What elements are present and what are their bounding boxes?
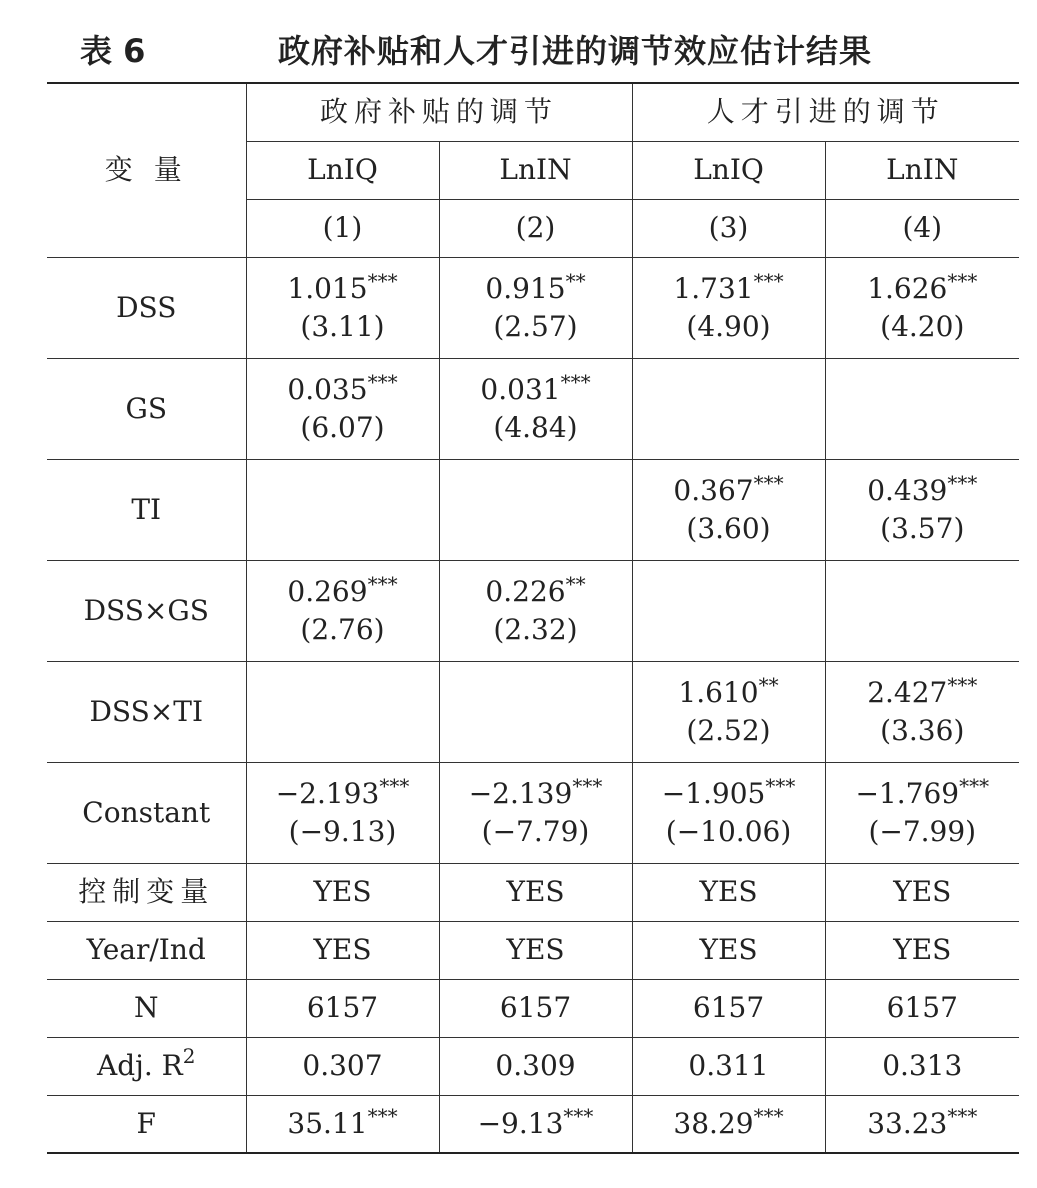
t-stat: (2.52) bbox=[686, 713, 771, 747]
coef-line bbox=[440, 773, 632, 811]
row-label: N bbox=[47, 979, 246, 1037]
column-number: (3) bbox=[632, 199, 825, 257]
dependent-var-header: LnIN bbox=[825, 141, 1019, 199]
significance-stars: *** bbox=[947, 268, 978, 293]
coef-cell bbox=[632, 560, 825, 661]
significance-stars: ** bbox=[758, 672, 779, 697]
row-label: DSS bbox=[47, 257, 246, 358]
row-label: DSS×TI bbox=[47, 661, 246, 762]
value-cell: 0.307 bbox=[246, 1037, 439, 1095]
coef-cell bbox=[246, 358, 439, 459]
value-cell bbox=[246, 1095, 439, 1153]
row-label bbox=[47, 1037, 246, 1095]
coef-cell bbox=[825, 661, 1019, 762]
significance-stars: *** bbox=[367, 1103, 398, 1128]
coef-line bbox=[826, 672, 1020, 710]
table-row bbox=[47, 257, 1019, 358]
coef-cell bbox=[825, 459, 1019, 560]
coef-line bbox=[633, 470, 825, 508]
coef-line bbox=[826, 470, 1020, 508]
coef-cell bbox=[632, 459, 825, 560]
column-number: (4) bbox=[825, 199, 1019, 257]
coef-value: −2.193 bbox=[275, 776, 380, 810]
significance-stars: *** bbox=[947, 1103, 978, 1128]
row-label: 控制变量 bbox=[47, 863, 246, 921]
coef-cell bbox=[439, 560, 632, 661]
significance-stars: ** bbox=[565, 571, 586, 596]
value-cell: 6157 bbox=[246, 979, 439, 1037]
group-header: 人才引进的调节 bbox=[632, 83, 1019, 141]
table-row bbox=[47, 762, 1019, 863]
coef-line bbox=[826, 268, 1020, 306]
t-stat: (3.60) bbox=[686, 511, 771, 545]
significance-stars: *** bbox=[753, 1103, 784, 1128]
row-label: F bbox=[47, 1095, 246, 1153]
coef-value: −1.769 bbox=[855, 776, 960, 810]
significance-stars: ** bbox=[565, 268, 586, 293]
value-cell: YES bbox=[825, 921, 1019, 979]
significance-stars: *** bbox=[367, 571, 398, 596]
value-cell: YES bbox=[246, 921, 439, 979]
coef-cell bbox=[825, 257, 1019, 358]
coef-cell bbox=[632, 661, 825, 762]
coef-value: 1.610 bbox=[678, 675, 759, 709]
value-cell: 6157 bbox=[439, 979, 632, 1037]
coef-value: −1.905 bbox=[661, 776, 766, 810]
t-stat: (−7.99) bbox=[868, 814, 977, 848]
table-row bbox=[47, 1037, 1019, 1095]
row-label: GS bbox=[47, 358, 246, 459]
table-row bbox=[47, 921, 1019, 979]
coef-cell bbox=[632, 257, 825, 358]
row-label: DSS×GS bbox=[47, 560, 246, 661]
coef-value: 0.226 bbox=[485, 574, 566, 608]
significance-stars: *** bbox=[947, 470, 978, 495]
coef-value: 1.015 bbox=[287, 271, 368, 305]
coef-cell bbox=[632, 358, 825, 459]
value-cell: YES bbox=[439, 921, 632, 979]
dependent-var-header: LnIQ bbox=[246, 141, 439, 199]
significance-stars: *** bbox=[560, 369, 591, 394]
value-cell: 0.313 bbox=[825, 1037, 1019, 1095]
significance-stars: *** bbox=[563, 1103, 594, 1128]
value-cell: YES bbox=[632, 863, 825, 921]
value-cell bbox=[632, 1095, 825, 1153]
coef-line bbox=[440, 369, 632, 407]
coef-cell bbox=[246, 661, 439, 762]
table-row bbox=[47, 863, 1019, 921]
f-value: 33.23 bbox=[867, 1106, 948, 1140]
dependent-var-header: LnIQ bbox=[632, 141, 825, 199]
t-stat: (6.07) bbox=[300, 410, 385, 444]
coef-cell bbox=[825, 560, 1019, 661]
value-cell: YES bbox=[439, 863, 632, 921]
t-stat: (2.32) bbox=[493, 612, 578, 646]
table-body bbox=[47, 83, 1019, 1153]
significance-stars: *** bbox=[367, 268, 398, 293]
value-cell: 0.309 bbox=[439, 1037, 632, 1095]
dependent-var-header: LnIN bbox=[439, 141, 632, 199]
table-row bbox=[47, 1095, 1019, 1153]
t-stat: (2.57) bbox=[493, 309, 578, 343]
table-row bbox=[47, 560, 1019, 661]
coef-cell bbox=[439, 762, 632, 863]
significance-stars: *** bbox=[959, 773, 990, 798]
coef-cell bbox=[825, 762, 1019, 863]
coef-value: 1.731 bbox=[673, 271, 754, 305]
value-cell: 6157 bbox=[825, 979, 1019, 1037]
row-label: TI bbox=[47, 459, 246, 560]
table-row bbox=[47, 459, 1019, 560]
coef-cell bbox=[439, 661, 632, 762]
coef-value: 1.626 bbox=[867, 271, 948, 305]
significance-stars: *** bbox=[367, 369, 398, 394]
table-row bbox=[47, 358, 1019, 459]
value-cell: 6157 bbox=[632, 979, 825, 1037]
header-row-groups bbox=[47, 83, 1019, 141]
table-row bbox=[47, 661, 1019, 762]
f-value: 35.11 bbox=[287, 1106, 368, 1140]
table-caption bbox=[0, 26, 1037, 76]
coef-value: 0.035 bbox=[287, 372, 368, 406]
value-cell: 0.311 bbox=[632, 1037, 825, 1095]
value-cell: YES bbox=[825, 863, 1019, 921]
coef-line bbox=[633, 773, 825, 811]
coef-line bbox=[247, 571, 439, 609]
t-stat: (−9.13) bbox=[288, 814, 397, 848]
coef-line bbox=[633, 672, 825, 710]
value-cell: YES bbox=[246, 863, 439, 921]
group-header: 政府补贴的调节 bbox=[246, 83, 632, 141]
coef-cell bbox=[632, 762, 825, 863]
t-stat: (3.11) bbox=[300, 309, 385, 343]
value-cell: YES bbox=[632, 921, 825, 979]
row-label: Year/Ind bbox=[47, 921, 246, 979]
coef-line bbox=[247, 268, 439, 306]
column-number: (1) bbox=[246, 199, 439, 257]
significance-stars: *** bbox=[765, 773, 796, 798]
coef-cell bbox=[246, 762, 439, 863]
regression-table bbox=[47, 82, 1019, 1154]
value-cell bbox=[439, 1095, 632, 1153]
coef-cell bbox=[439, 459, 632, 560]
value-cell bbox=[825, 1095, 1019, 1153]
coef-line bbox=[247, 369, 439, 407]
superscript: 2 bbox=[182, 1044, 196, 1069]
significance-stars: *** bbox=[947, 672, 978, 697]
significance-stars: *** bbox=[572, 773, 603, 798]
f-value: −9.13 bbox=[477, 1106, 564, 1140]
coef-line bbox=[633, 268, 825, 306]
coef-cell bbox=[246, 560, 439, 661]
t-stat: (4.84) bbox=[493, 410, 578, 444]
significance-stars: *** bbox=[379, 773, 410, 798]
row-label: Constant bbox=[47, 762, 246, 863]
coef-value: −2.139 bbox=[468, 776, 573, 810]
coef-line bbox=[247, 773, 439, 811]
column-number: (2) bbox=[439, 199, 632, 257]
f-value: 38.29 bbox=[673, 1106, 754, 1140]
coef-value: 0.269 bbox=[287, 574, 368, 608]
significance-stars: *** bbox=[753, 268, 784, 293]
t-stat: (2.76) bbox=[300, 612, 385, 646]
t-stat: (4.20) bbox=[880, 309, 965, 343]
coef-cell bbox=[825, 358, 1019, 459]
coef-value: 2.427 bbox=[867, 675, 948, 709]
t-stat: (−10.06) bbox=[665, 814, 792, 848]
coef-value: 0.439 bbox=[867, 473, 948, 507]
coef-line bbox=[440, 268, 632, 306]
coef-value: 0.915 bbox=[485, 271, 566, 305]
t-stat: (3.36) bbox=[880, 713, 965, 747]
significance-stars: *** bbox=[753, 470, 784, 495]
coef-line bbox=[440, 571, 632, 609]
coef-cell bbox=[439, 358, 632, 459]
t-stat: (−7.79) bbox=[481, 814, 590, 848]
coef-cell bbox=[246, 257, 439, 358]
table-title: 政府补贴和人才引进的调节效应估计结果 bbox=[278, 32, 873, 70]
t-stat: (4.90) bbox=[686, 309, 771, 343]
coef-value: 0.031 bbox=[480, 372, 561, 406]
coef-line bbox=[826, 773, 1020, 811]
coef-cell bbox=[246, 459, 439, 560]
coef-cell bbox=[439, 257, 632, 358]
variable-header: 变 量 bbox=[47, 83, 246, 257]
t-stat: (3.57) bbox=[880, 511, 965, 545]
coef-value: 0.367 bbox=[673, 473, 754, 507]
table-row bbox=[47, 979, 1019, 1037]
table-label: 表 6 bbox=[80, 32, 146, 70]
row-label-text: Adj. R bbox=[97, 1049, 183, 1083]
